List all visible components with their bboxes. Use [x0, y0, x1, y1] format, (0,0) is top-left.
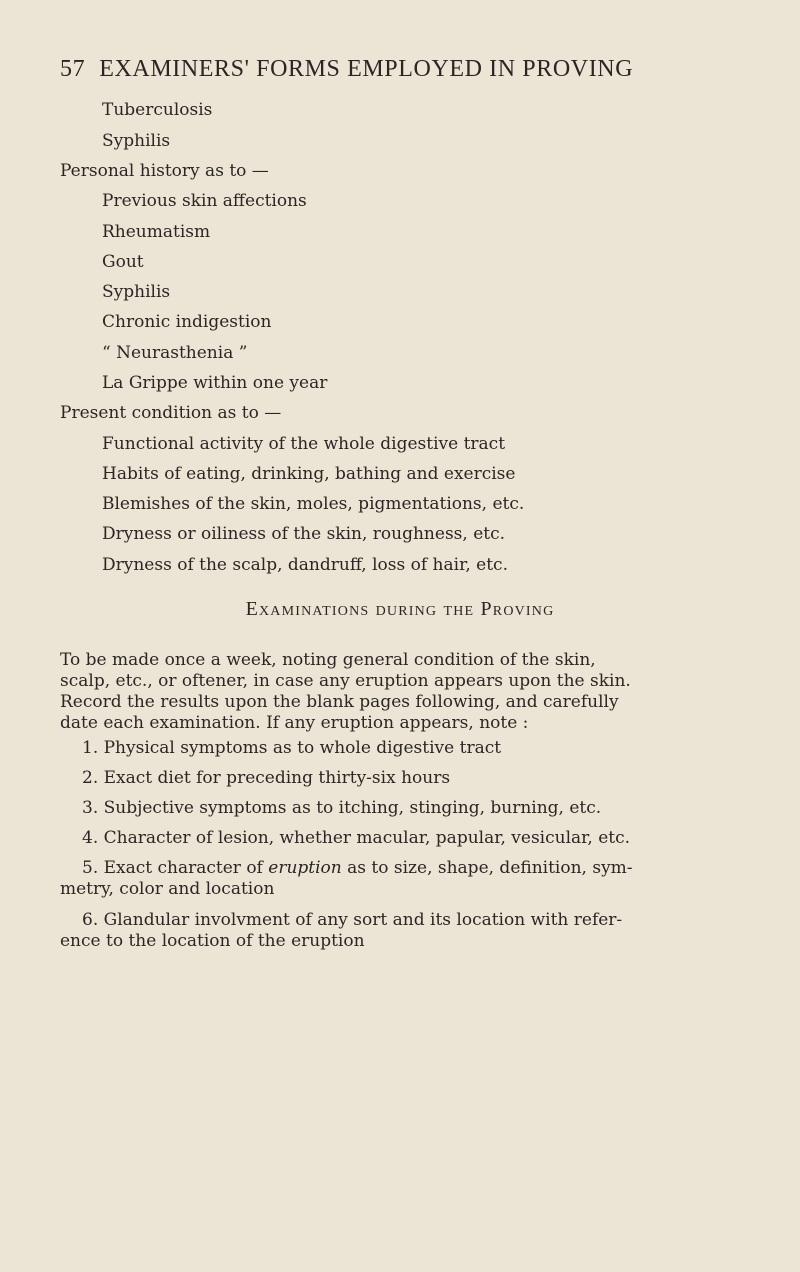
page-header [60, 56, 750, 83]
numbered-item: 1. Physical symptoms as to whole digestive tract [82, 738, 502, 758]
numbered-item [82, 858, 633, 879]
paragraph-line: date each examination. If any eruption appears, note : [60, 713, 529, 733]
list-item: Syphilis [102, 131, 171, 151]
list-item: “ Neurasthenia ” [102, 343, 248, 363]
list-item: Dryness of the scalp, dandruff, loss of hair, etc. [102, 555, 508, 575]
section-label-personal-history: Personal history as to — [60, 161, 269, 181]
list-item: Rheumatism [102, 222, 211, 242]
item-text: 5. Exact character of [82, 858, 269, 878]
numbered-item: 4. Character of lesion, whether macular, papular, vesicular, etc. [82, 828, 631, 848]
numbered-item: 6. Glandular involvment of any sort and its location with refer- [82, 910, 623, 930]
section-label-present-condition: Present condition as to — [60, 403, 282, 423]
list-item: Syphilis [102, 282, 171, 302]
page-number: 57 [60, 56, 86, 82]
list-item: Previous skin affections [102, 191, 307, 211]
item-text: as to size, shape, definition, sym- [341, 858, 633, 878]
section-heading: Examinations during the Proving [245, 598, 555, 620]
list-item: Tuberculosis [102, 100, 213, 120]
running-title: EXAMINERS' FORMS EMPLOYED IN PROVING [99, 56, 634, 82]
list-item: Habits of eating, drinking, bathing and exercise [102, 464, 516, 484]
list-item: Gout [102, 252, 144, 272]
numbered-item: 3. Subjective symptoms as to itching, stinging, burning, etc. [82, 798, 602, 818]
item-continuation: metry, color and location [60, 879, 275, 899]
paragraph-line: To be made once a week, noting general condition of the skin, [60, 650, 596, 670]
paragraph-line: scalp, etc., or oftener, in case any eruption appears upon the skin. [60, 671, 631, 691]
list-item: Dryness or oiliness of the skin, roughness, etc. [102, 524, 506, 544]
list-item: Chronic indigestion [102, 312, 272, 332]
item-continuation: ence to the location of the eruption [60, 931, 365, 951]
numbered-item: 2. Exact diet for preceding thirty-six hours [82, 768, 451, 788]
intro-paragraph [60, 650, 750, 734]
item-emphasis: eruption [268, 858, 342, 878]
list-item: Functional activity of the whole digestive tract [102, 434, 506, 454]
paragraph-line: Record the results upon the blank pages following, and carefully [60, 692, 619, 712]
list-item: Blemishes of the skin, moles, pigmentations, etc. [102, 494, 525, 514]
list-item: La Grippe within one year [102, 373, 328, 393]
